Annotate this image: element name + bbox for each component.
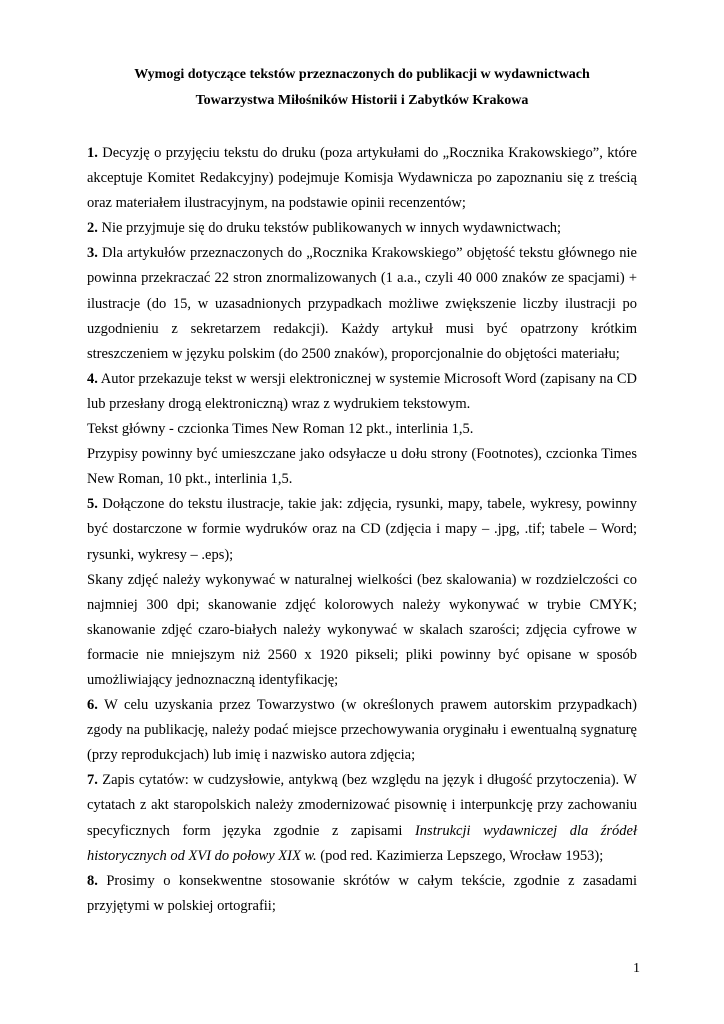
paragraph-8: [87, 869, 637, 919]
paragraph-5-scans: [87, 568, 637, 693]
page-number: 1: [633, 961, 640, 976]
document-title-line-2: Towarzystwa Miłośników Historii i Zabytków Krakowa: [195, 93, 529, 108]
paragraph-number: 8.: [87, 872, 98, 889]
paragraph-4-footnotes: [87, 442, 637, 492]
paragraph-text: Autor przekazuje tekst w wersji elektronicznej w systemie Microsoft Word (zapisany na CD lub przesłany drogą elektroniczną) wraz z wydrukiem tekstowym.: [87, 370, 637, 412]
paragraph-3: [87, 241, 637, 366]
document-title-line-1: Wymogi dotyczące tekstów przeznaczonych do publikacji w wydawnictwach: [134, 67, 590, 82]
paragraph-5: [87, 492, 637, 567]
paragraph-text-end: (pod red. Kazimierza Lepszego, Wrocław 1953);: [316, 847, 604, 864]
document-body: [87, 141, 637, 919]
paragraph-text: Decyzję o przyjęciu tekstu do druku (poza artykułami do „Rocznika Krakowskiego”, które akceptuje Komitet Redakcyjny) podejmuje Komisja Wydawnicza po zapoznaniu się z treścią oraz materiałem ilustracyjnym, na podstawie opinii recenzentów;: [87, 145, 637, 212]
paragraph-4-main-text-font: [87, 417, 637, 442]
paragraph-6: [87, 693, 637, 768]
paragraph-text: Tekst główny - czcionka Times New Roman 12 pkt., interlinia 1,5.: [87, 421, 474, 438]
paragraph-number: 3.: [87, 245, 98, 262]
paragraph-text: Prosimy o konsekwentne stosowanie skrótów w całym tekście, zgodnie z zasadami przyjętymi w polskiej ortografii;: [87, 872, 637, 914]
paragraph-number: 5.: [87, 496, 98, 513]
paragraph-number: 2.: [87, 220, 98, 237]
paragraph-number: 6.: [87, 697, 98, 714]
paragraph-number: 4.: [87, 370, 98, 387]
paragraph-1: [87, 141, 637, 216]
paragraph-4: [87, 367, 637, 417]
paragraph-text: Nie przyjmuje się do druku tekstów publikowanych w innych wydawnictwach;: [97, 220, 561, 237]
paragraph-number: 1.: [87, 145, 98, 161]
paragraph-number: 7.: [87, 772, 98, 789]
paragraph-text: Dołączone do tekstu ilustracje, takie jak: zdjęcia, rysunki, mapy, tabele, wykresy, powinny być dostarczone w formie wydruków oraz na CD (zdjęcia i mapy – .jpg, .tif; tabele – Word; rysunki, wykresy – .eps);: [87, 496, 637, 563]
paragraph-text: Przypisy powinny być umieszczane jako odsyłacze u dołu strony (Footnotes), czcionka Times New Roman, 10 pkt., interlinia 1,5.: [87, 446, 637, 488]
paragraph-text: Skany zdjęć należy wykonywać w naturalnej wielkości (bez skalowania) w rozdzielczości co najmniej 300 dpi; skanowanie zdjęć kolorowych należy wykonywać w trybie CMYK; skanowanie zdjęć czaro-białych należy wykonywać w skalach szarości; zdjęcia cyfrowe w formacie nie mniejszym niż 2560 x 1920 pikseli; pliki powinny być opisane w sposób umożliwiający jednoznaczną identyfikację;: [87, 571, 637, 688]
paragraph-text: Dla artykułów przeznaczonych do „Rocznika Krakowskiego” objętość tekstu głównego nie powinna przekraczać 22 stron znormalizowanych (1 a.a., czyli 40 000 znaków ze spacjami) + ilustracje (do 15, w uzasadnionych przypadkach możliwe zwiększenie liczby ilustracji po uzgodnieniu z sekretarzem redakcji). Każdy artykuł musi być opatrzony krótkim streszczeniem w języku polskim (do 2500 znaków), proporcjonalnie do objętości materiału;: [87, 245, 637, 362]
paragraph-text: Zapis cytatów: w cudzysłowie, antykwą (bez względu na język i długość przytoczenia). W cytatach z akt staropolskich należy zmodernizować pisownię i interpunkcję przy zachowaniu specyficznych form języka zgodnie z zapisami: [87, 772, 637, 839]
paragraph-text: W celu uzyskania przez Towarzystwo (w określonych prawem autorskim przypadkach) zgody na publikację, należy podać miejsce przechowywania oryginału i ewentualną sygnaturę (przy reprodukcjach) lub imię i nazwisko autora zdjęcia;: [87, 697, 637, 764]
paragraph-2: [87, 216, 637, 241]
cited-instruction-title: Instrukcji wydawniczej dla źródeł historycznych od XVI do połowy XIX w.: [87, 822, 637, 864]
paragraph-7: [87, 768, 637, 868]
